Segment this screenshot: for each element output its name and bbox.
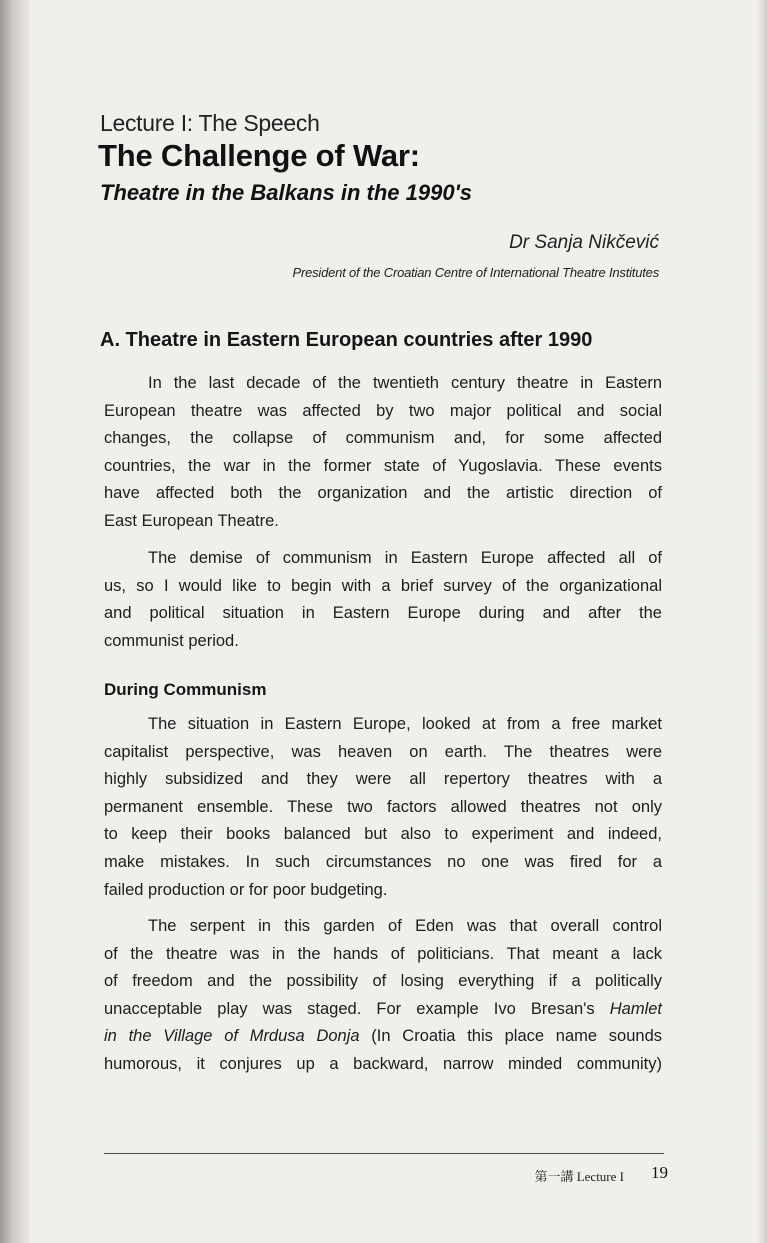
text-line: In the last decade of the twentieth century theatre in Eastern [148, 374, 662, 392]
lecture-label: Lecture I: The Speech [100, 110, 320, 136]
footer-rule [104, 1153, 664, 1154]
text-line: East European Theatre. [104, 511, 279, 530]
text-line: us, so I would like to begin with a brief survey of the organizational [104, 576, 662, 595]
text-line: to keep their books balanced but also to experiment and indeed, [104, 825, 662, 844]
text-line: and political situation in Eastern Europe during and after the [104, 604, 662, 623]
text-line: capitalist perspective, was heaven on earth. The theatres were [104, 742, 662, 761]
paragraph-2 [104, 545, 662, 655]
text-line: European theatre was affected by two major political and social [104, 401, 662, 420]
text-line: of freedom and the possibility of losing everything if a politically [104, 972, 662, 991]
page-subtitle: Theatre in the Balkans in the 1990's [100, 180, 473, 205]
text-run: unacceptable play was staged. For example Ivo Bresan's [104, 999, 610, 1018]
text-line: changes, the collapse of communism and, for some affected [104, 429, 662, 448]
text-run: (In Croatia this place name sounds [359, 1027, 662, 1046]
text-line: permanent ensemble. These two factors allowed theatres not only [104, 797, 662, 816]
text-line: make mistakes. In such circumstances no one was fired for a [104, 852, 662, 871]
play-title-part-1: Hamlet [609, 999, 662, 1018]
play-title-part-2: in the Village of Mrdusa Donja [104, 1027, 360, 1046]
text-line: of the theatre was in the hands of politicians. That meant a lack [104, 944, 662, 963]
text-line: The serpent in this garden of Eden was that overall control [148, 917, 662, 935]
section-heading: A. Theatre in Eastern European countries after 1990 [100, 329, 593, 351]
paragraph-4 [104, 913, 662, 1079]
text-line: failed production or for poor budgeting. [104, 880, 388, 899]
paragraph-3 [104, 711, 662, 904]
page-number: 19 [651, 1163, 668, 1182]
subsection-heading: During Communism [104, 680, 267, 699]
author-name: Dr Sanja Nikčević [509, 232, 659, 253]
paragraph-1 [104, 370, 662, 536]
running-footer: 第一講 Lecture I [534, 1169, 624, 1184]
text-line: highly subsidized and they were all repertory theatres with a [104, 770, 662, 789]
text-line: have affected both the organization and the artistic direction of [104, 484, 662, 503]
text-line [104, 996, 662, 1024]
text-line: humorous, it conjures up a backward, narrow minded community) [104, 1054, 662, 1073]
text-line: communist period. [104, 631, 239, 650]
text-line: The demise of communism in Eastern Europe affected all of [148, 549, 662, 567]
text-line: countries, the war in the former state of Yugoslavia. These events [104, 456, 662, 475]
text-line: The situation in Eastern Europe, looked at from a free market [148, 715, 662, 733]
author-role: President of the Croatian Centre of International Theatre Institutes [292, 265, 659, 280]
text-line [104, 1023, 662, 1051]
page-title: The Challenge of War: [98, 138, 420, 173]
